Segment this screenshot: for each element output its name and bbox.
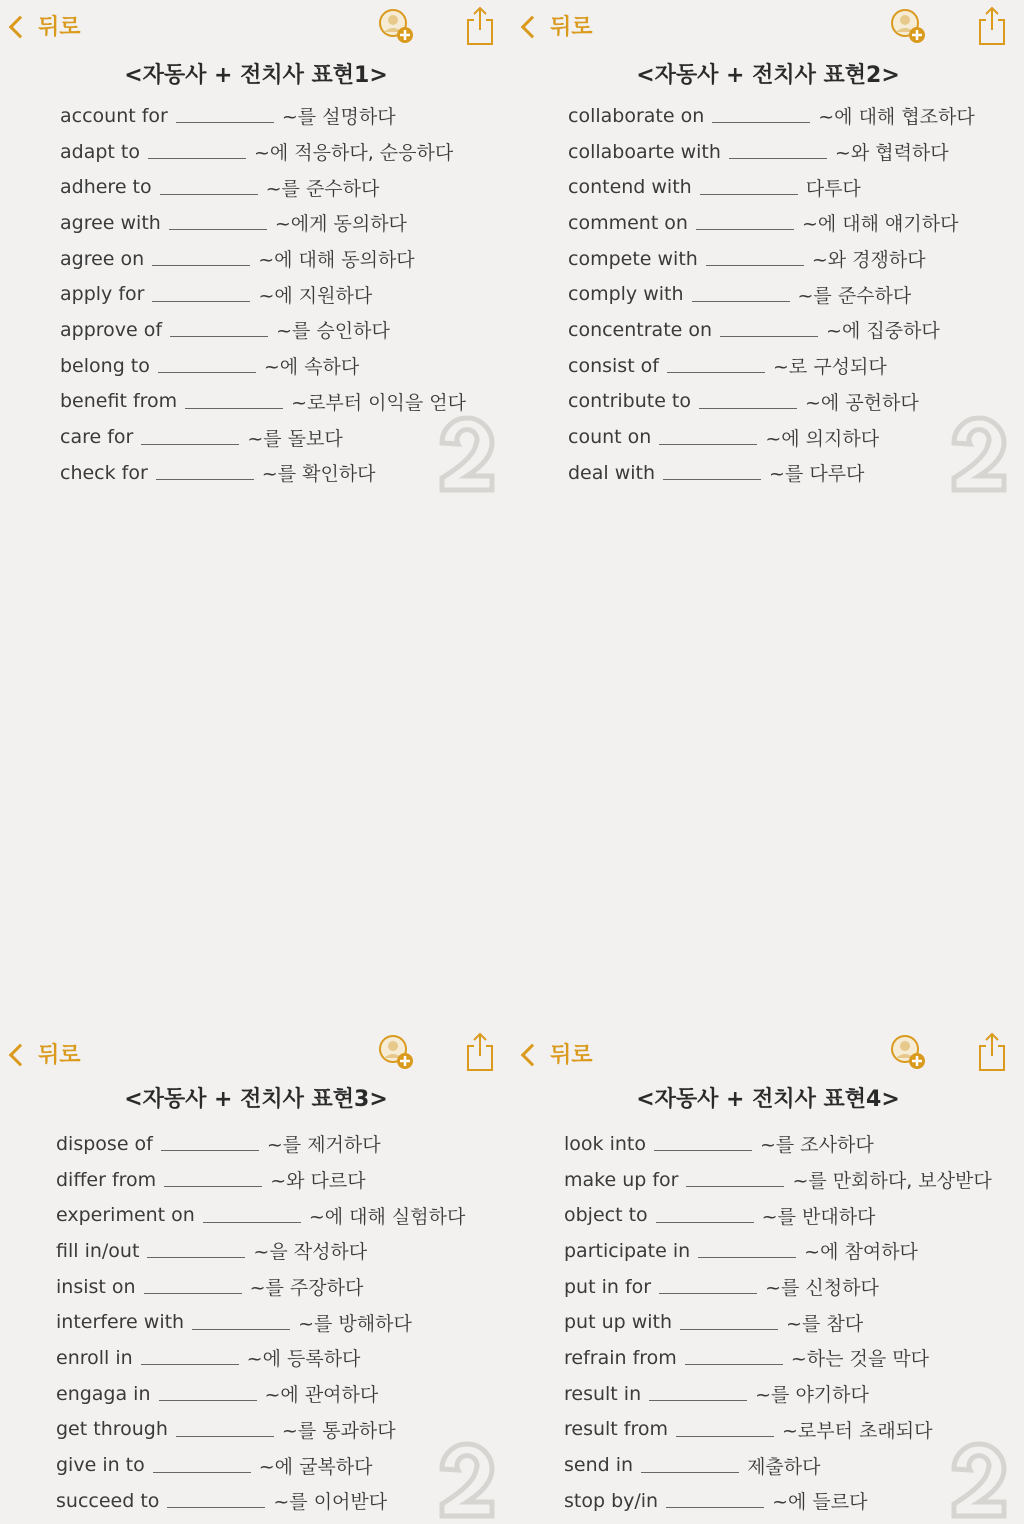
phrase-text: send in (564, 1454, 634, 1477)
meaning-text: ~에 의지하다 (765, 427, 880, 450)
phrase-list (60, 98, 466, 491)
back-label: 뒤로 (38, 15, 81, 40)
chevron-left-icon (9, 1043, 32, 1066)
phrase-text: contribute to (568, 390, 692, 413)
phrase-text: belong to (60, 354, 150, 377)
meaning-text: ~와 경쟁하다 (811, 249, 926, 272)
phrase-text: insist on (56, 1275, 136, 1298)
blank-line (700, 180, 798, 195)
phrase-text: succeed to (56, 1489, 160, 1512)
share-icon[interactable] (976, 1032, 1008, 1072)
phrase-text: apply for (60, 283, 145, 306)
phrase-text: interfere with (56, 1311, 185, 1334)
back-label: 뒤로 (38, 1043, 81, 1068)
meaning-text: ~에 대해 협조하다 (818, 106, 975, 129)
blank-line (160, 180, 258, 195)
list-item (56, 1269, 465, 1305)
meaning-text: ~에 집중하다 (826, 320, 940, 343)
phrase-text: fill in/out (56, 1239, 140, 1262)
list-item (568, 169, 975, 205)
meaning-text: ~에 적응하다, 순응하다 (253, 142, 454, 165)
meaning-text: ~에 공헌하다 (805, 391, 919, 414)
list-item (564, 1340, 992, 1376)
blank-line (667, 358, 765, 373)
blank-line (147, 1243, 245, 1258)
logo-watermark (944, 398, 1014, 498)
blank-line (141, 430, 239, 445)
list-item (56, 1483, 465, 1519)
meaning-text: ~를 이어받다 (273, 1491, 388, 1514)
blank-line (720, 322, 818, 337)
meaning-text: ~를 야기하다 (755, 1384, 869, 1407)
list-item (56, 1162, 465, 1198)
phrase-text: put up with (564, 1311, 673, 1334)
blank-line (706, 251, 804, 266)
meaning-text: ~를 승인하다 (276, 320, 390, 343)
meaning-text: ~를 다루다 (769, 463, 865, 486)
meaning-text: ~를 제거하다 (266, 1134, 381, 1157)
meaning-text: ~에 대해 동의하다 (258, 249, 415, 272)
phrase-text: give in to (56, 1454, 145, 1477)
phrase-text: care for (60, 426, 134, 449)
page-title: <자동사 + 전치사 표현2> (636, 63, 900, 88)
blank-line (148, 144, 246, 159)
phrase-text: approve of (60, 318, 163, 341)
list-item (56, 1340, 465, 1376)
meaning-text: ~로부터 이익을 얻다 (291, 391, 466, 414)
blank-line (158, 358, 256, 373)
blank-line (692, 287, 790, 302)
phrase-text: put in for (564, 1275, 652, 1298)
phrase-text: deal with (568, 461, 656, 484)
meaning-text: ~에 등록하다 (246, 1348, 361, 1371)
blank-line (164, 1172, 262, 1187)
phrase-text: make up for (564, 1168, 679, 1191)
list-item (60, 276, 466, 312)
meaning-text: ~를 참다 (786, 1312, 864, 1335)
back-button[interactable] (524, 1038, 593, 1069)
list-item (60, 205, 466, 241)
list-item (568, 241, 975, 277)
blank-line (161, 1136, 259, 1151)
share-icon[interactable] (464, 1032, 496, 1072)
meaning-text: ~와 협력하다 (834, 142, 949, 165)
blank-line (729, 144, 827, 159)
blank-line (696, 215, 794, 230)
meaning-text: ~를 방해하다 (298, 1312, 412, 1335)
list-item (60, 348, 466, 384)
meaning-text: ~하는 것을 막다 (790, 1348, 929, 1371)
panel-3 (0, 514, 512, 1514)
back-label: 뒤로 (550, 1043, 593, 1068)
list-item (568, 98, 975, 134)
phrase-text: look into (564, 1132, 646, 1155)
blank-line (156, 465, 254, 480)
list-item (568, 455, 975, 491)
blank-line (698, 1243, 796, 1258)
list-item (568, 134, 975, 170)
meaning-text: ~에 참여하다 (804, 1241, 918, 1264)
meaning-text: ~로부터 초래되다 (782, 1419, 933, 1442)
page-title: <자동사 + 전치사 표현3> (124, 1087, 388, 1112)
back-button[interactable] (12, 10, 81, 41)
blank-line (666, 1493, 764, 1508)
list-item (564, 1197, 992, 1233)
meaning-text: ~에 굴복하다 (258, 1455, 373, 1478)
list-item (60, 134, 466, 170)
phrase-text: concentrate on (568, 318, 713, 341)
meaning-text: ~를 돌보다 (247, 427, 343, 450)
blank-line (663, 465, 761, 480)
add-contact-icon[interactable] (378, 8, 414, 44)
phrase-text: stop by/in (564, 1489, 659, 1512)
list-item (56, 1233, 465, 1269)
meaning-text: ~를 준수하다 (797, 284, 912, 307)
blank-line (144, 1279, 242, 1294)
meaning-text: ~에 들르다 (772, 1491, 868, 1514)
list-item (568, 348, 975, 384)
list-item (60, 98, 466, 134)
page-title: <자동사 + 전치사 표현4> (636, 1087, 900, 1112)
meaning-text: ~를 만회하다, 보상받다 (792, 1170, 992, 1193)
list-item (564, 1233, 992, 1269)
logo-watermark (432, 398, 502, 498)
meaning-text: ~을 작성하다 (253, 1241, 368, 1264)
list-item (568, 419, 975, 455)
blank-line (176, 108, 274, 123)
list-item (60, 384, 466, 420)
blank-line (169, 215, 267, 230)
list-item (56, 1447, 465, 1483)
list-item (568, 384, 975, 420)
phrase-text: agree with (60, 211, 161, 234)
page-title: <자동사 + 전치사 표현1> (124, 63, 388, 88)
phrase-list (56, 1126, 465, 1519)
phrase-list (564, 1126, 992, 1519)
meaning-text: ~를 반대하다 (761, 1205, 876, 1228)
add-contact-icon[interactable] (378, 1034, 414, 1070)
blank-line (649, 1386, 747, 1401)
list-item (56, 1412, 465, 1448)
phrase-text: adapt to (60, 140, 140, 163)
panel-1 (0, 0, 512, 514)
phrase-text: contend with (568, 176, 692, 199)
blank-line (641, 1458, 739, 1473)
meaning-text: ~를 신청하다 (765, 1277, 879, 1300)
meaning-text: ~에 속하다 (263, 356, 360, 379)
phrase-text: consist of (568, 354, 659, 377)
list-item (568, 276, 975, 312)
meaning-text: ~를 준수하다 (265, 177, 380, 200)
meaning-text: 제출하다 (747, 1455, 821, 1478)
blank-line (712, 108, 810, 123)
phrase-text: experiment on (56, 1204, 195, 1227)
meaning-text: ~에 관여하다 (264, 1384, 379, 1407)
list-item (60, 455, 466, 491)
phrase-text: comment on (568, 211, 688, 234)
back-label: 뒤로 (550, 15, 593, 40)
meaning-text: ~를 주장하다 (249, 1277, 364, 1300)
phrase-text: adhere to (60, 176, 152, 199)
list-item (564, 1126, 992, 1162)
list-item (564, 1269, 992, 1305)
phrase-text: result from (564, 1418, 669, 1441)
blank-line (159, 1386, 257, 1401)
meaning-text: ~에게 동의하다 (274, 213, 407, 236)
meaning-text: ~를 조사하다 (759, 1134, 874, 1157)
meaning-text: ~를 확인하다 (261, 463, 376, 486)
list-item (56, 1197, 465, 1233)
phrase-text: participate in (564, 1239, 691, 1262)
phrase-text: engaga in (56, 1382, 151, 1405)
blank-line (203, 1208, 301, 1223)
meaning-text: ~에 대해 얘기하다 (801, 213, 959, 236)
blank-line (685, 1350, 783, 1365)
list-item (564, 1162, 992, 1198)
panel-2 (512, 0, 1024, 514)
chevron-left-icon (9, 15, 32, 38)
list-item (56, 1304, 465, 1340)
blank-line (680, 1315, 778, 1330)
phrase-text: account for (60, 104, 168, 127)
phrase-text: agree on (60, 247, 145, 270)
back-button[interactable] (12, 1038, 81, 1069)
phrase-text: compete with (568, 247, 698, 270)
phrase-text: differ from (56, 1168, 157, 1191)
meaning-text: ~에 대해 실험하다 (308, 1205, 466, 1228)
back-button[interactable] (524, 10, 593, 41)
blank-line (659, 430, 757, 445)
blank-line (699, 394, 797, 409)
list-item (564, 1376, 992, 1412)
add-contact-icon[interactable] (890, 1034, 926, 1070)
list-item (60, 419, 466, 455)
blank-line (141, 1350, 239, 1365)
blank-line (686, 1172, 784, 1187)
phrase-text: comply with (568, 283, 684, 306)
meaning-text: 다투다 (805, 177, 861, 200)
meaning-text: ~에 지원하다 (258, 284, 373, 307)
logo-watermark (944, 1424, 1014, 1524)
phrase-text: get through (56, 1418, 168, 1441)
blank-line (153, 1458, 251, 1473)
list-item (60, 312, 466, 348)
meaning-text: ~로 구성되다 (773, 356, 887, 379)
meaning-text: ~와 다르다 (270, 1170, 366, 1193)
share-icon[interactable] (464, 6, 496, 46)
add-contact-icon[interactable] (890, 8, 926, 44)
blank-line (659, 1279, 757, 1294)
phrase-list (568, 98, 975, 491)
list-item (568, 312, 975, 348)
blank-line (152, 251, 250, 266)
phrase-text: collaboarte with (568, 140, 721, 163)
chevron-left-icon (521, 15, 544, 38)
share-icon[interactable] (976, 6, 1008, 46)
blank-line (167, 1493, 265, 1508)
blank-line (176, 1422, 274, 1437)
meaning-text: ~를 설명하다 (281, 106, 396, 129)
chevron-left-icon (521, 1043, 544, 1066)
phrase-text: result in (564, 1382, 642, 1405)
list-item (564, 1447, 992, 1483)
blank-line (654, 1136, 752, 1151)
blank-line (656, 1208, 754, 1223)
blank-line (676, 1422, 774, 1437)
logo-watermark (432, 1424, 502, 1524)
list-item (564, 1304, 992, 1340)
meaning-text: ~를 통과하다 (281, 1419, 396, 1442)
phrase-text: enroll in (56, 1346, 133, 1369)
list-item (564, 1483, 992, 1519)
list-item (568, 205, 975, 241)
list-item (564, 1412, 992, 1448)
phrase-text: check for (60, 461, 148, 484)
list-item (56, 1126, 465, 1162)
phrase-text: count on (568, 426, 652, 449)
phrase-text: benefit from (60, 390, 178, 413)
blank-line (185, 394, 283, 409)
list-item (60, 241, 466, 277)
phrase-text: refrain from (564, 1346, 677, 1369)
panel-4 (512, 514, 1024, 1514)
list-item (60, 169, 466, 205)
list-item (56, 1376, 465, 1412)
blank-line (152, 287, 250, 302)
phrase-text: object to (564, 1204, 648, 1227)
blank-line (170, 322, 268, 337)
phrase-text: collaborate on (568, 104, 705, 127)
phrase-text: dispose of (56, 1132, 153, 1155)
blank-line (192, 1315, 290, 1330)
